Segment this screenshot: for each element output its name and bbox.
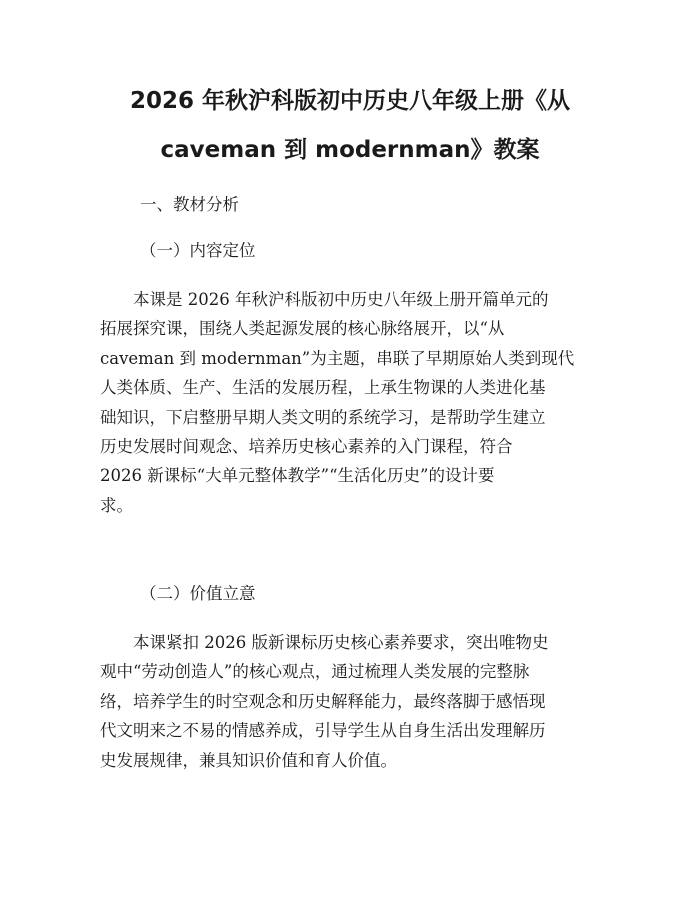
document-title-line-2: caveman 到 modernman》教案 [160,137,540,163]
paragraph-content-positioning [100,289,610,524]
paragraph-line: 本课是 2026 年秋沪科版初中历史八年级上册开篇单元的 [100,290,549,309]
subsection-heading-content-positioning: （一）内容定位 [140,241,256,260]
paragraph-line: 拓展探究课，围绕人类起源发展的核心脉络展开，以“从 [100,319,505,339]
paragraph-line: 史发展规律，兼具知识价值和育人价值。 [100,750,397,770]
paragraph-line: 代文明来之不易的情感养成，引导学生从自身生活出发理解历 [100,721,546,741]
paragraph-line: caveman 到 modernman”为主题，串联了早期原始人类到现代 [100,348,575,368]
paragraph-line: 础知识，下启整册早期人类文明的系统学习，是帮助学生建立 [100,407,546,427]
paragraph-line: 求。 [100,495,133,515]
section-heading-textbook-analysis: 一、教材分析 [140,195,239,214]
paragraph-line: 历史发展时间观念、培养历史核心素养的入门课程，符合 [100,436,513,456]
paragraph-line: 络，培养学生的时空观念和历史解释能力，最终落脚于感悟现 [100,691,546,711]
subsection-heading-value-orientation: （二）价值立意 [140,584,256,603]
paragraph-line: 2026 新课标“大单元整体教学”“生活化历史”的设计要 [100,466,495,486]
paragraph-line: 人类体质、生产、生活的发展历程，上承生物课的人类进化基 [100,378,546,398]
paragraph-line: 观中“劳动创造人”的核心观点，通过梳理人类发展的完整脉 [100,662,530,682]
paragraph-line: 本课紧扣 2026 版新课标历史核心素养要求，突出唯物史 [100,633,549,652]
document-title-line-1: 2026 年秋沪科版初中历史八年级上册《从 [129,88,571,114]
paragraph-value-orientation [100,632,610,779]
